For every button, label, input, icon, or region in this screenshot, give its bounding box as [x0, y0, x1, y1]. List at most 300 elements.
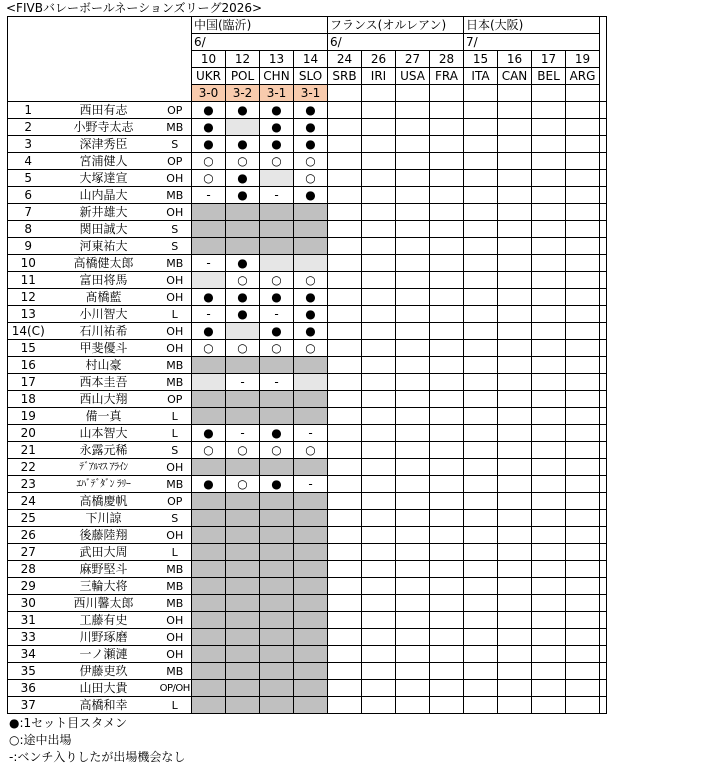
- header-blank-cell: [49, 68, 159, 85]
- match-cell: [396, 527, 430, 544]
- match-cell: [464, 204, 498, 221]
- match-cell: [328, 102, 362, 119]
- player-position: OH: [159, 646, 192, 663]
- match-cell: [226, 459, 260, 476]
- match-cell: [566, 459, 600, 476]
- table-row: [8, 119, 607, 136]
- match-cell: [226, 578, 260, 595]
- match-cell: [498, 510, 532, 527]
- match-cell: [226, 697, 260, 714]
- match-cell: ○: [192, 153, 226, 170]
- player-number: 8: [8, 221, 49, 238]
- match-cell: [464, 340, 498, 357]
- player-number: 21: [8, 442, 49, 459]
- match-cell: [532, 102, 566, 119]
- player-position: MB: [159, 374, 192, 391]
- match-cell: [362, 238, 396, 255]
- match-cell: ●: [260, 425, 294, 442]
- match-cell: [226, 323, 260, 340]
- player-number: 2: [8, 119, 49, 136]
- match-cell: [226, 391, 260, 408]
- player-name: 伊藤吏玖: [49, 663, 159, 680]
- table-row: [8, 697, 607, 714]
- match-score: [396, 85, 430, 102]
- match-cell: [430, 646, 464, 663]
- table-row: [8, 442, 607, 459]
- player-number: 19: [8, 408, 49, 425]
- match-cell: [362, 612, 396, 629]
- match-cell: ●: [260, 119, 294, 136]
- match-cell: [430, 374, 464, 391]
- edge-cell: [600, 51, 607, 68]
- match-cell: [328, 646, 362, 663]
- match-cell: [396, 578, 430, 595]
- match-cell: [498, 544, 532, 561]
- match-cell: [532, 493, 566, 510]
- match-cell: ●: [226, 170, 260, 187]
- opponent-header: CHN: [260, 68, 294, 85]
- player-position: OH: [159, 459, 192, 476]
- player-number: 23: [8, 476, 49, 493]
- match-cell: [192, 408, 226, 425]
- player-name: 武田大周: [49, 544, 159, 561]
- header-blank-cell: [49, 85, 159, 102]
- match-cell: [532, 476, 566, 493]
- match-cell: [430, 238, 464, 255]
- match-cell: [430, 629, 464, 646]
- match-cell: [362, 561, 396, 578]
- match-cell: [396, 221, 430, 238]
- match-cell: [566, 306, 600, 323]
- day-header: 26: [362, 51, 396, 68]
- match-cell: [362, 136, 396, 153]
- match-cell: [362, 255, 396, 272]
- player-number: 31: [8, 612, 49, 629]
- match-cell: [328, 391, 362, 408]
- player-position: S: [159, 510, 192, 527]
- match-cell: [566, 680, 600, 697]
- match-cell: [328, 493, 362, 510]
- table-row: [8, 102, 607, 119]
- match-cell: [328, 204, 362, 221]
- match-cell: [260, 646, 294, 663]
- match-cell: [532, 629, 566, 646]
- match-cell: [464, 578, 498, 595]
- match-cell: [532, 595, 566, 612]
- match-cell: [226, 680, 260, 697]
- match-cell: [430, 697, 464, 714]
- match-cell: [430, 578, 464, 595]
- match-cell: [566, 578, 600, 595]
- match-cell: ●: [226, 289, 260, 306]
- match-cell: [532, 170, 566, 187]
- match-cell: [294, 629, 328, 646]
- match-cell: [566, 663, 600, 680]
- match-cell: [430, 612, 464, 629]
- match-cell: [362, 663, 396, 680]
- edge-cell: [600, 272, 607, 289]
- match-cell: [464, 697, 498, 714]
- match-cell: [362, 102, 396, 119]
- match-cell: [260, 578, 294, 595]
- match-cell: ○: [294, 170, 328, 187]
- match-cell: [192, 663, 226, 680]
- player-name: 山田大貴: [49, 680, 159, 697]
- match-cell: [396, 612, 430, 629]
- match-cell: [362, 408, 396, 425]
- match-cell: [192, 510, 226, 527]
- match-cell: [430, 170, 464, 187]
- edge-cell: [600, 374, 607, 391]
- match-cell: [328, 663, 362, 680]
- table-row: [8, 357, 607, 374]
- table-row: [8, 408, 607, 425]
- match-cell: [260, 238, 294, 255]
- match-cell: [328, 527, 362, 544]
- match-cell: [294, 374, 328, 391]
- header-blank-cell: [8, 34, 49, 51]
- match-cell: [226, 544, 260, 561]
- match-cell: [464, 680, 498, 697]
- match-cell: [396, 289, 430, 306]
- player-name: 村山豪: [49, 357, 159, 374]
- header-blank-cell: [49, 34, 159, 51]
- table-row: [8, 527, 607, 544]
- match-cell: ●: [192, 119, 226, 136]
- player-name: 山内晶大: [49, 187, 159, 204]
- match-cell: [192, 391, 226, 408]
- match-cell: ○: [192, 170, 226, 187]
- match-score: [430, 85, 464, 102]
- match-cell: [328, 255, 362, 272]
- edge-cell: [600, 680, 607, 697]
- legend: [9, 715, 185, 766]
- player-number: 9: [8, 238, 49, 255]
- player-position: OP/OH: [159, 680, 192, 697]
- match-cell: [294, 680, 328, 697]
- edge-cell: [600, 255, 607, 272]
- match-cell: [498, 357, 532, 374]
- match-cell: ○: [260, 272, 294, 289]
- match-cell: [396, 102, 430, 119]
- match-cell: [464, 476, 498, 493]
- match-score: 3-0: [192, 85, 226, 102]
- edge-cell: [600, 442, 607, 459]
- match-cell: [260, 493, 294, 510]
- match-cell: [566, 629, 600, 646]
- player-number: 30: [8, 595, 49, 612]
- match-cell: [396, 272, 430, 289]
- match-score: 3-1: [294, 85, 328, 102]
- match-cell: ●: [192, 136, 226, 153]
- match-cell: [362, 340, 396, 357]
- match-cell: [396, 680, 430, 697]
- match-cell: [362, 578, 396, 595]
- header-blank-cell: [159, 34, 192, 51]
- page-title: <FIVBバレーボールネーションズリーグ2026>: [6, 1, 263, 15]
- match-cell: [260, 612, 294, 629]
- legend-bench: -:ベンチ入りしたが出場機会なし: [9, 750, 186, 764]
- day-row: [8, 51, 607, 68]
- match-cell: [260, 357, 294, 374]
- match-cell: [226, 510, 260, 527]
- match-cell: ●: [260, 136, 294, 153]
- player-position: OH: [159, 340, 192, 357]
- match-cell: [566, 204, 600, 221]
- match-cell: [294, 221, 328, 238]
- match-cell: [328, 476, 362, 493]
- match-cell: -: [226, 374, 260, 391]
- match-cell: [362, 595, 396, 612]
- match-cell: [532, 442, 566, 459]
- match-cell: [396, 544, 430, 561]
- match-cell: [532, 459, 566, 476]
- table-row: [8, 544, 607, 561]
- venue-header: フランス(オルレアン): [328, 17, 464, 34]
- match-cell: [498, 442, 532, 459]
- match-cell: [498, 629, 532, 646]
- match-cell: [464, 391, 498, 408]
- match-cell: ●: [192, 425, 226, 442]
- match-cell: [430, 391, 464, 408]
- match-cell: [532, 510, 566, 527]
- match-cell: [532, 306, 566, 323]
- legend-starter: ●:1セット目スタメン: [9, 716, 128, 730]
- match-cell: [498, 561, 532, 578]
- month-header: 7/: [464, 34, 600, 51]
- match-cell: [430, 493, 464, 510]
- player-name: 新井雄大: [49, 204, 159, 221]
- match-cell: [464, 646, 498, 663]
- month-header: 6/: [192, 34, 328, 51]
- match-cell: [498, 578, 532, 595]
- player-position: OH: [159, 289, 192, 306]
- match-cell: [532, 272, 566, 289]
- match-cell: [498, 238, 532, 255]
- match-cell: ○: [294, 340, 328, 357]
- match-cell: [396, 238, 430, 255]
- match-cell: [566, 595, 600, 612]
- player-name: 川野琢磨: [49, 629, 159, 646]
- match-cell: [362, 510, 396, 527]
- match-cell: [260, 527, 294, 544]
- match-cell: [532, 391, 566, 408]
- match-cell: [566, 646, 600, 663]
- match-cell: [260, 391, 294, 408]
- player-name: 髙橋藍: [49, 289, 159, 306]
- match-cell: [498, 119, 532, 136]
- player-number: 1: [8, 102, 49, 119]
- match-score: [532, 85, 566, 102]
- header-blank-cell: [8, 17, 49, 34]
- match-cell: [328, 170, 362, 187]
- player-name: 関田誠大: [49, 221, 159, 238]
- match-cell: [362, 119, 396, 136]
- player-number: 24: [8, 493, 49, 510]
- player-name: 深津秀臣: [49, 136, 159, 153]
- player-name: 宮浦健人: [49, 153, 159, 170]
- match-cell: [192, 680, 226, 697]
- match-cell: [532, 221, 566, 238]
- match-cell: [566, 476, 600, 493]
- match-cell: [396, 561, 430, 578]
- match-score: [566, 85, 600, 102]
- match-cell: ○: [226, 153, 260, 170]
- match-cell: [566, 153, 600, 170]
- match-cell: [566, 272, 600, 289]
- player-name: 小野寺太志: [49, 119, 159, 136]
- match-cell: [430, 595, 464, 612]
- match-cell: [464, 561, 498, 578]
- match-cell: [396, 357, 430, 374]
- match-cell: [396, 510, 430, 527]
- player-position: L: [159, 544, 192, 561]
- match-cell: [430, 476, 464, 493]
- match-cell: [226, 646, 260, 663]
- match-cell: [192, 527, 226, 544]
- player-position: S: [159, 221, 192, 238]
- match-cell: [226, 357, 260, 374]
- match-cell: [532, 136, 566, 153]
- edge-cell: [600, 17, 607, 34]
- player-name: 西本圭吾: [49, 374, 159, 391]
- match-cell: [430, 289, 464, 306]
- match-cell: [396, 255, 430, 272]
- match-cell: [328, 187, 362, 204]
- match-cell: [362, 527, 396, 544]
- match-cell: [464, 306, 498, 323]
- match-cell: [226, 612, 260, 629]
- match-cell: [362, 476, 396, 493]
- match-cell: [532, 153, 566, 170]
- match-cell: [396, 323, 430, 340]
- venue-row: [8, 17, 607, 34]
- player-name: 石川祐希: [49, 323, 159, 340]
- player-position: MB: [159, 187, 192, 204]
- match-cell: [226, 221, 260, 238]
- player-number: 26: [8, 527, 49, 544]
- match-cell: ●: [294, 136, 328, 153]
- match-cell: [430, 323, 464, 340]
- match-cell: [566, 612, 600, 629]
- match-cell: [430, 544, 464, 561]
- match-cell: [464, 153, 498, 170]
- match-cell: [430, 527, 464, 544]
- table-row: [8, 340, 607, 357]
- match-cell: [532, 612, 566, 629]
- player-number: 7: [8, 204, 49, 221]
- match-cell: -: [192, 255, 226, 272]
- match-cell: [464, 595, 498, 612]
- table-row: [8, 238, 607, 255]
- match-cell: [328, 272, 362, 289]
- match-cell: [498, 289, 532, 306]
- match-cell: ●: [260, 476, 294, 493]
- match-cell: [498, 527, 532, 544]
- match-cell: [328, 306, 362, 323]
- header-blank-cell: [159, 17, 192, 34]
- match-cell: [226, 629, 260, 646]
- match-cell: [498, 663, 532, 680]
- match-cell: [430, 510, 464, 527]
- table-row: [8, 187, 607, 204]
- edge-cell: [600, 153, 607, 170]
- match-cell: [464, 663, 498, 680]
- edge-cell: [600, 357, 607, 374]
- match-cell: [430, 153, 464, 170]
- match-cell: ●: [226, 306, 260, 323]
- match-cell: [192, 578, 226, 595]
- header-blank-cell: [49, 51, 159, 68]
- match-cell: [566, 561, 600, 578]
- player-number: 12: [8, 289, 49, 306]
- match-cell: -: [192, 187, 226, 204]
- player-position: L: [159, 306, 192, 323]
- match-cell: ●: [192, 323, 226, 340]
- match-cell: [498, 255, 532, 272]
- match-cell: [192, 612, 226, 629]
- match-cell: ○: [260, 340, 294, 357]
- edge-cell: [600, 595, 607, 612]
- match-cell: [328, 408, 362, 425]
- match-cell: [396, 340, 430, 357]
- edge-cell: [600, 340, 607, 357]
- match-cell: [396, 153, 430, 170]
- match-cell: [192, 221, 226, 238]
- match-cell: [464, 374, 498, 391]
- match-cell: ●: [226, 102, 260, 119]
- table-row: [8, 561, 607, 578]
- player-position: OH: [159, 612, 192, 629]
- match-cell: -: [260, 306, 294, 323]
- edge-cell: [600, 578, 607, 595]
- match-cell: [532, 255, 566, 272]
- match-cell: [498, 391, 532, 408]
- player-number: 37: [8, 697, 49, 714]
- player-name: 富田将馬: [49, 272, 159, 289]
- day-header: 10: [192, 51, 226, 68]
- edge-cell: [600, 289, 607, 306]
- match-cell: [328, 697, 362, 714]
- edge-cell: [600, 238, 607, 255]
- edge-cell: [600, 459, 607, 476]
- match-cell: ●: [294, 306, 328, 323]
- match-cell: ○: [192, 340, 226, 357]
- edge-cell: [600, 187, 607, 204]
- player-name: ﾃﾞｱﾙﾏｽ ｱﾗｲﾝ: [49, 459, 159, 476]
- match-cell: [192, 238, 226, 255]
- match-cell: [226, 408, 260, 425]
- match-cell: ●: [294, 187, 328, 204]
- player-number: 29: [8, 578, 49, 595]
- match-cell: [260, 544, 294, 561]
- match-cell: [362, 323, 396, 340]
- match-cell: ●: [192, 476, 226, 493]
- match-cell: [464, 425, 498, 442]
- match-cell: [430, 663, 464, 680]
- match-cell: [192, 629, 226, 646]
- match-cell: [430, 408, 464, 425]
- match-cell: [328, 289, 362, 306]
- match-cell: [464, 119, 498, 136]
- player-position: S: [159, 442, 192, 459]
- player-name: 西田有志: [49, 102, 159, 119]
- match-score: 3-1: [260, 85, 294, 102]
- match-cell: [430, 204, 464, 221]
- legend-sub: ○:途中出場: [9, 733, 72, 747]
- match-cell: -: [192, 306, 226, 323]
- match-cell: ○: [226, 340, 260, 357]
